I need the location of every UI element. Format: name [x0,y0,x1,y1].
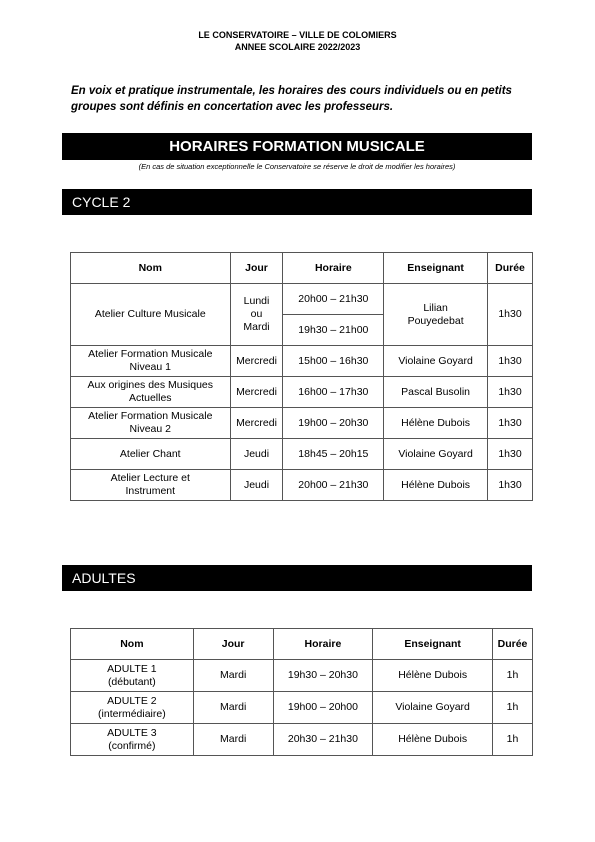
cell-jour: Mardi [193,660,273,692]
cell-enseignant: Violaine Goyard [384,346,488,377]
column-header-duree: Durée [493,629,533,660]
cell-enseignant: Hélène Dubois [384,470,488,501]
cell-jour: Mercredi [230,346,283,377]
cell-horaire: 15h00 – 16h30 [283,346,384,377]
cell-duree: 1h30 [488,377,533,408]
table-row [71,284,533,315]
cell-horaire: 19h30 – 21h00 [283,315,384,346]
cell-duree: 1h30 [488,346,533,377]
disclaimer-note: (En cas de situation exceptionnelle le Conservatoire se réserve le droit de modifier les horaires) [138,162,456,171]
cell-horaire: 19h00 – 20h30 [283,408,384,439]
cell-duree: 1h [493,724,533,756]
cell-duree: 1h [493,660,533,692]
cell-nom: Aux origines des Musiques Actuelles [71,377,231,408]
cell-nom: Atelier Lecture et Instrument [71,470,231,501]
cell-jour: Jeudi [230,470,283,501]
cell-jour: Mardi [193,692,273,724]
cell-horaire: 16h00 – 17h30 [283,377,384,408]
header-line-1: LE CONSERVATOIRE – VILLE DE COLOMIERS [198,30,397,40]
table-row [71,660,533,692]
table-row [71,724,533,756]
cell-duree: 1h30 [488,408,533,439]
cell-horaire: 20h30 – 21h30 [273,724,373,756]
column-header-nom: Nom [71,629,194,660]
table-row [71,408,533,439]
adultes-table [70,628,533,756]
table-header-row [71,253,533,284]
column-header-enseignant: Enseignant [384,253,488,284]
main-title: HORAIRES FORMATION MUSICALE [62,133,532,160]
cell-jour: Mardi [193,724,273,756]
section-title-cycle2: CYCLE 2 [62,189,532,215]
column-header-enseignant: Enseignant [373,629,493,660]
cell-nom: Atelier Chant [71,439,231,470]
table-header-row [71,629,533,660]
column-header-duree: Durée [488,253,533,284]
header-line-2: ANNEE SCOLAIRE 2022/2023 [234,42,361,52]
cell-duree: 1h [493,692,533,724]
cell-nom: Atelier Formation Musicale Niveau 2 [71,408,231,439]
column-header-horaire: Horaire [283,253,384,284]
cell-duree: 1h30 [488,439,533,470]
table-row [71,692,533,724]
intro-text: En voix et pratique instrumentale, les horaires des cours individuels ou en petits groupes sont définis en concertation avec les professeurs. [71,85,512,113]
cell-enseignant: Violaine Goyard [373,692,493,724]
table-row [71,377,533,408]
cell-jour: Jeudi [230,439,283,470]
section-title-adultes: ADULTES [62,565,532,591]
table-row [71,346,533,377]
cell-enseignant: Hélène Dubois [384,408,488,439]
document-header [0,29,595,53]
cell-enseignant: Hélène Dubois [373,724,493,756]
column-header-jour: Jour [230,253,283,284]
cell-enseignant: Lilian Pouyedebat [384,284,488,346]
cell-horaire: 19h00 – 20h00 [273,692,373,724]
cell-enseignant: Violaine Goyard [384,439,488,470]
cell-nom: ADULTE 1 (débutant) [71,660,194,692]
cell-horaire: 20h00 – 21h30 [283,470,384,501]
cell-horaire: 19h30 – 20h30 [273,660,373,692]
cell-jour: Mercredi [230,377,283,408]
cell-enseignant: Hélène Dubois [373,660,493,692]
cell-duree: 1h30 [488,470,533,501]
column-header-jour: Jour [193,629,273,660]
cell-horaire: 18h45 – 20h15 [283,439,384,470]
cycle2-table [70,252,533,501]
cell-jour: Mercredi [230,408,283,439]
table-row [71,470,533,501]
cell-horaire: 20h00 – 21h30 [283,284,384,315]
table-row [71,439,533,470]
cell-duree: 1h30 [488,284,533,346]
cell-jour: Lundi ou Mardi [230,284,283,346]
cell-enseignant: Pascal Busolin [384,377,488,408]
cell-nom: Atelier Formation Musicale Niveau 1 [71,346,231,377]
column-header-horaire: Horaire [273,629,373,660]
cell-nom: Atelier Culture Musicale [71,284,231,346]
column-header-nom: Nom [71,253,231,284]
cell-nom: ADULTE 3 (confirmé) [71,724,194,756]
cell-nom: ADULTE 2 (intermédiaire) [71,692,194,724]
